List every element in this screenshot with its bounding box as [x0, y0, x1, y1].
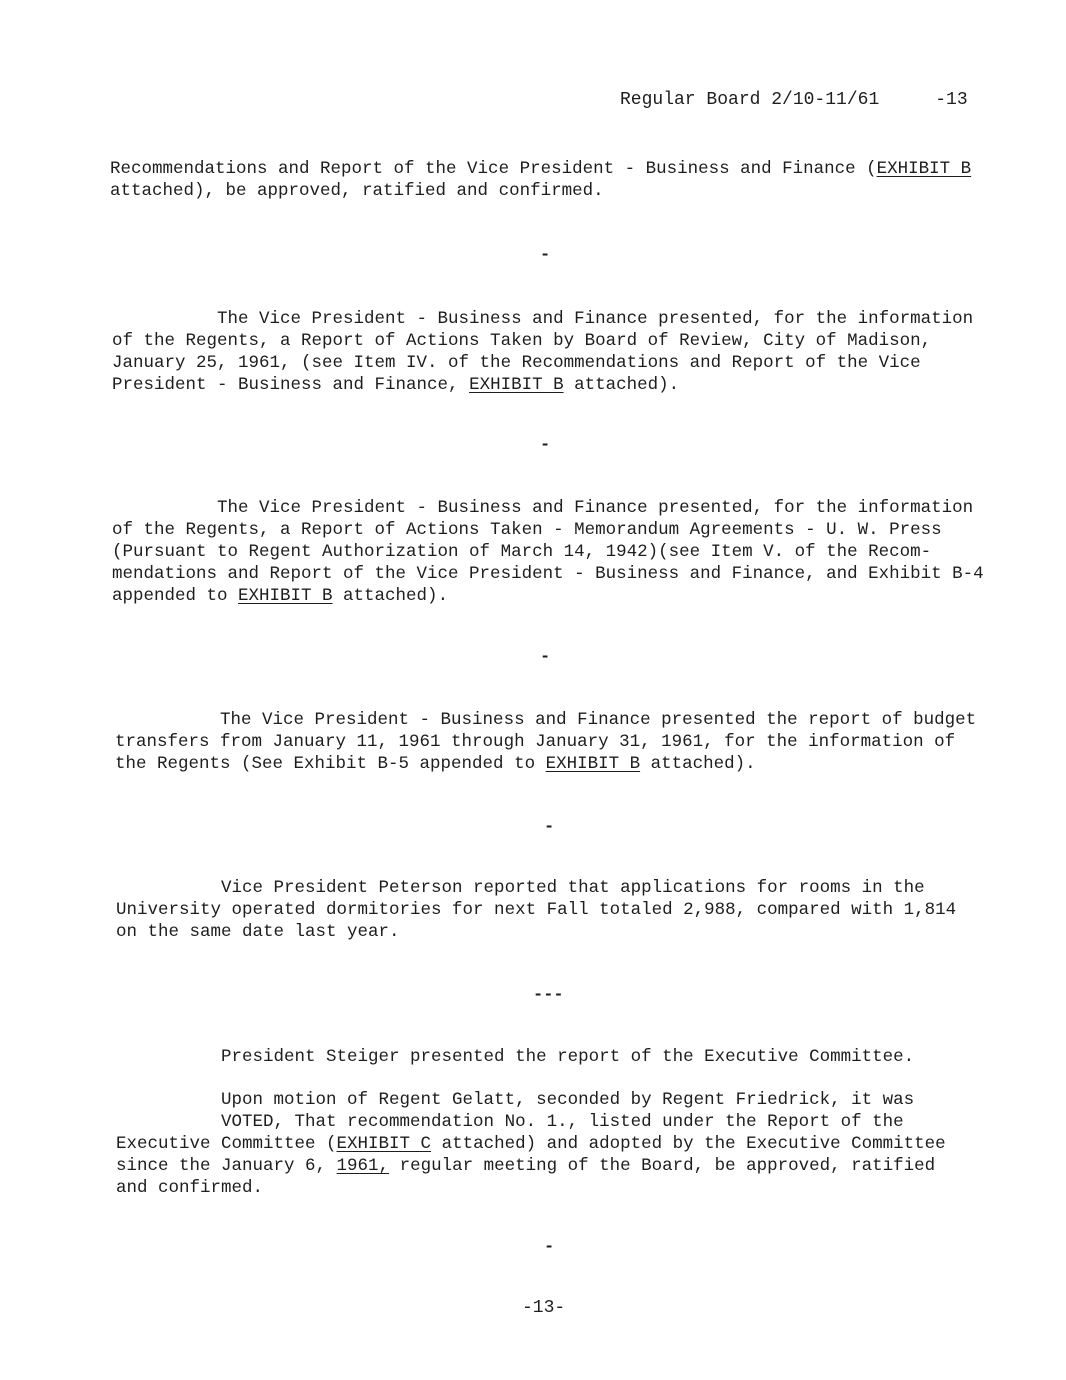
- text-line: Executive Committee (EXHIBIT C attached) and adopted by the Executive Committee: [116, 1134, 946, 1154]
- text-line: of the Regents, a Report of Actions Taken by Board of Review, City of Madison,: [112, 331, 932, 351]
- text-line: University operated dormitories for next Fall totaled 2,988, compared with 1,814: [116, 900, 957, 920]
- text-line: mendations and Report of the Vice President - Business and Finance, and Exhibit B-4: [112, 564, 984, 584]
- section-separator: -: [540, 436, 551, 455]
- text-line: Upon motion of Regent Gelatt, seconded by Regent Friedrick, it was: [116, 1090, 915, 1110]
- section-separator: -: [544, 1238, 555, 1257]
- paragraph-budget-transfers: [115, 709, 976, 775]
- text-line: VOTED, That recommendation No. 1., listed under the Report of the: [116, 1112, 904, 1132]
- header-page-number: -13: [935, 90, 968, 110]
- text-line: transfers from January 11, 1961 through January 31, 1961, for the information of: [115, 732, 956, 752]
- page-header: [620, 90, 968, 110]
- text-line: since the January 6, 1961, regular meeting of the Board, be approved, ratified: [116, 1156, 936, 1176]
- page-footer-number: -13-: [522, 1298, 566, 1318]
- text-line: of the Regents, a Report of Actions Taken - Memorandum Agreements - U. W. Press: [112, 520, 942, 540]
- exhibit-reference: EXHIBIT B: [545, 754, 641, 774]
- text-line: President Steiger presented the report of the Executive Committee.: [116, 1047, 915, 1067]
- paragraph-executive-committee: [116, 1046, 914, 1068]
- text-line: attached), be approved, ratified and confirmed.: [110, 181, 604, 201]
- paragraph-motion-voted: [116, 1089, 946, 1199]
- text-line: The Vice President - Business and Finance presented the report of budget: [115, 710, 977, 730]
- paragraph-board-of-review: [112, 308, 973, 396]
- section-separator-triple: ---: [533, 986, 564, 1005]
- paragraph-approval: [110, 158, 971, 202]
- text-line: President - Business and Finance, EXHIBIT B attached).: [112, 375, 680, 395]
- text-line: on the same date last year.: [116, 922, 400, 942]
- text-line: January 25, 1961, (see Item IV. of the Recommendations and Report of the Vice: [112, 353, 921, 373]
- paragraph-memorandum-agreements: [112, 497, 984, 607]
- exhibit-reference: EXHIBIT B: [238, 586, 333, 606]
- text-line: The Vice President - Business and Finance presented, for the information: [112, 309, 974, 329]
- section-separator: -: [540, 648, 551, 667]
- text-line: Recommendations and Report of the Vice President - Business and Finance (EXHIBIT B: [110, 159, 972, 179]
- text-line: The Vice President - Business and Finance presented, for the information: [112, 498, 974, 518]
- text-line: Vice President Peterson reported that applications for rooms in the: [116, 878, 925, 898]
- exhibit-reference: EXHIBIT C: [336, 1134, 432, 1154]
- text-line: (Pursuant to Regent Authorization of March 14, 1942)(see Item V. of the Recom-: [112, 542, 932, 562]
- date-reference: 1961,: [336, 1156, 390, 1176]
- text-line: and confirmed.: [116, 1178, 264, 1198]
- text-line: appended to EXHIBIT B attached).: [112, 586, 449, 606]
- header-title: Regular Board 2/10-11/61: [620, 90, 880, 110]
- text-line: the Regents (See Exhibit B-5 appended to EXHIBIT B attached).: [115, 754, 756, 774]
- paragraph-dormitory-applications: [116, 877, 956, 943]
- exhibit-reference: EXHIBIT B: [469, 375, 564, 395]
- section-separator: -: [544, 818, 555, 837]
- section-separator: -: [540, 246, 551, 265]
- exhibit-reference: EXHIBIT B: [876, 159, 972, 179]
